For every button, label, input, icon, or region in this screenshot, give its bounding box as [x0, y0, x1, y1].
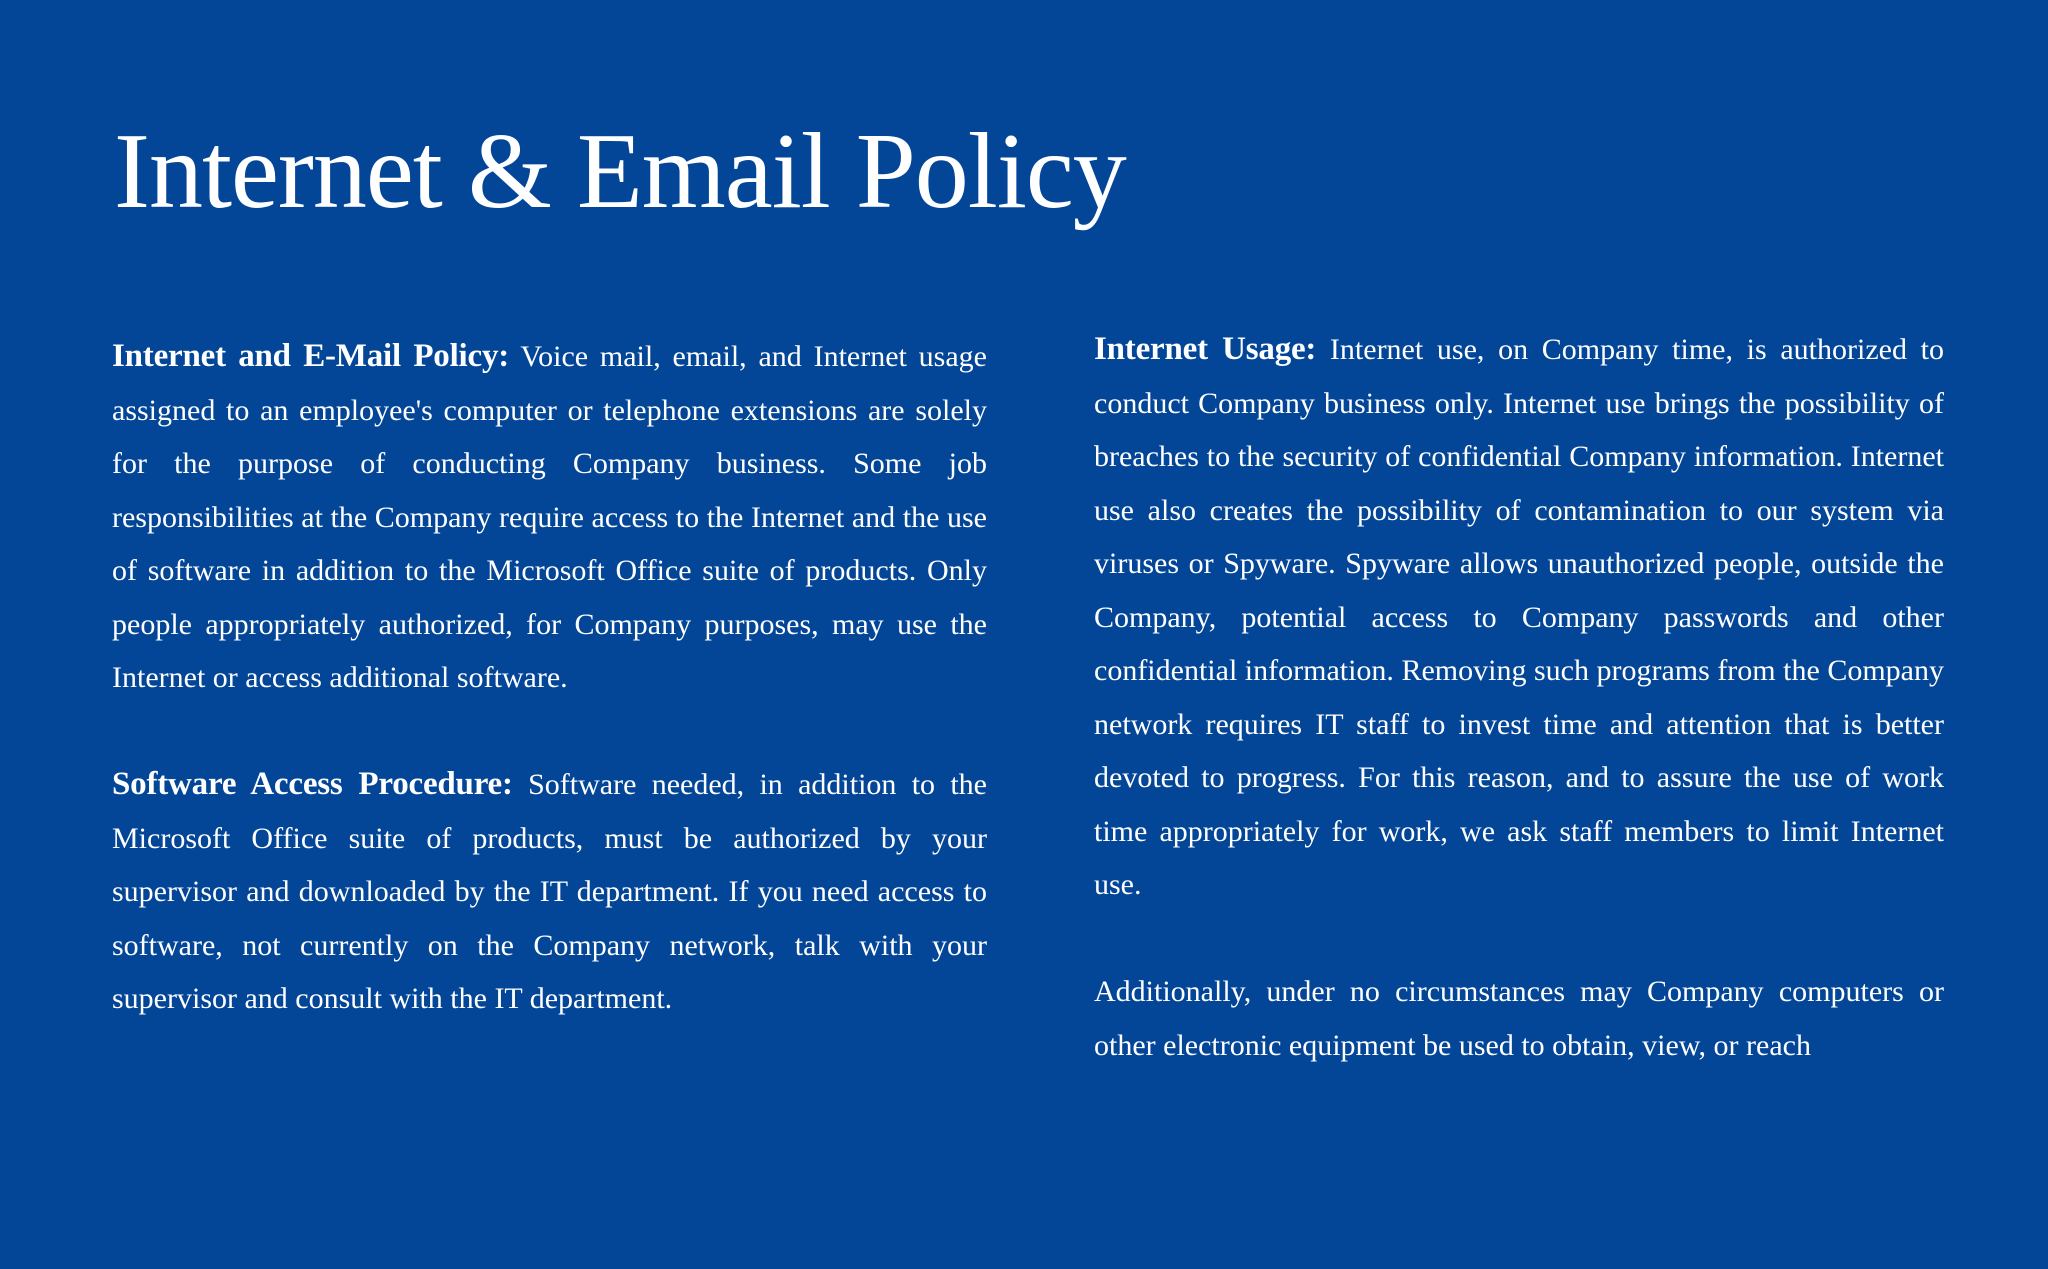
section-text: Internet use, on Company time, is authorized to conduct Company business only. Internet use brings the possibility of breaches to the security of confidential Company information. Internet use also creates the possibility of contamination to our system via viruses or Spyware. Spyware allows unauthorized people, outside the Company, potential access to Company passwords and other confidential information. Removing such programs from the Company network requires IT staff to invest time and attention that is better devoted to progress. For this reason, and to assure the use of work time appropriately for work, we ask staff members to limit Internet use. [1094, 333, 1945, 901]
section-text: Software needed, in addition to the Microsoft Office suite of products, must be authorized by your supervisor and downloaded by the IT department. If you need access to software, not currently on the Company network, talk with your supervisor and consult with the IT department. [112, 768, 987, 1015]
additional-restrictions-paragraph [1094, 965, 1944, 1072]
internet-email-policy-paragraph [112, 330, 987, 705]
section-heading: Software Access Procedure: [112, 766, 513, 802]
section-text: Additionally, under no circumstances may Company computers or other electronic equipment be used to obtain, view, or reach [1094, 975, 1944, 1062]
page-title: Internet & Email Policy [114, 112, 1126, 231]
section-heading: Internet and E-Mail Policy: [112, 338, 510, 374]
left-column [112, 330, 987, 1026]
right-column [1094, 323, 1944, 1072]
internet-usage-paragraph [1094, 323, 1944, 912]
section-heading: Internet Usage: [1094, 331, 1317, 367]
section-text: Voice mail, email, and Internet usage assigned to an employee's computer or telephone extensions are solely for the purpose of conducting Company business. Some job responsibilities at the Company require access to the Internet and the use of software in addition to the Microsoft Office suite of products. Only people appropriately authorized, for Company purposes, may use the Internet or access additional software. [112, 340, 987, 694]
software-access-procedure-paragraph [112, 758, 987, 1026]
